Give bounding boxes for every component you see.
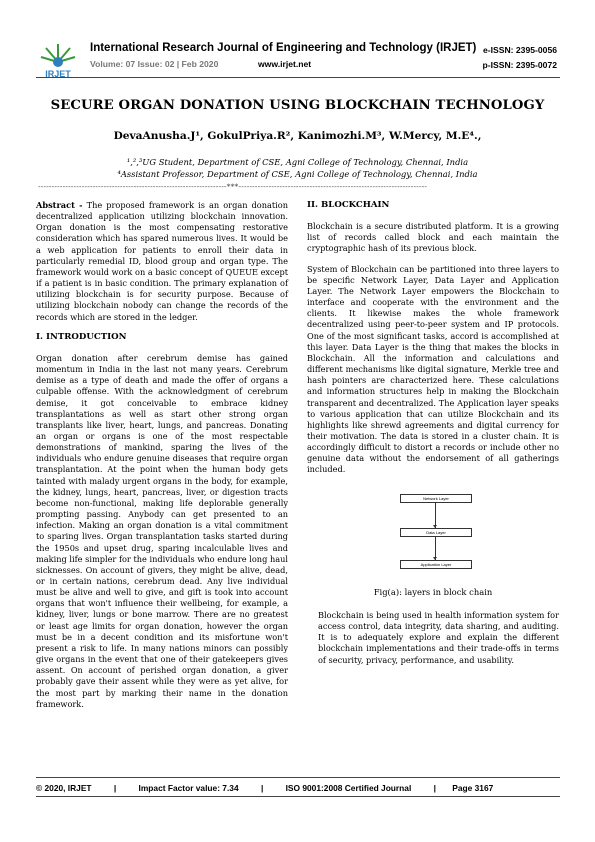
introduction-heading: I. INTRODUCTION bbox=[36, 331, 127, 342]
layers-figure bbox=[400, 494, 472, 570]
page-footer bbox=[36, 783, 560, 793]
e-issn: e-ISSN: 2395-0056 bbox=[482, 45, 557, 55]
footer-rule bbox=[36, 777, 560, 778]
left-column bbox=[36, 200, 288, 719]
paper-title: SECURE ORGAN DONATION USING BLOCKCHAIN TECHNOLOGY bbox=[50, 98, 545, 113]
right-column bbox=[307, 200, 559, 485]
footer-rule-bottom bbox=[36, 796, 560, 797]
blockchain-paragraph-3-wrap bbox=[318, 610, 559, 675]
abstract-label: Abstract - bbox=[36, 200, 83, 210]
blockchain-paragraph-2: System of Blockchain can be partitioned into three layers to be specific Network Layer, Data Layer and Application Layer. The Network Layer empowers the Blockchain to interface and cooperate with the environment and the clients. It likewise makes the whole framework decentralized using peer-to-peer system and IP protocols. One of the most significant tasks, accord is accomplished at this layer. Data Layer is the thing that makes the blocks in Blockchain. All the information and calculations and different mechanisms like digital signature, Merkle tree and hash pointers are characterized here. These calculations and information structures help in making the Blockchain transparent and decentralized. The Application layer speaks to various application that can utilize Blockchain and its highlights like shrewd agreements and digital currency for their motivation. The data is stored in a cluster chain. It is accordingly difficult to distort a records or include other no genuine data without the endorsement of all gatherings included. bbox=[307, 263, 559, 475]
footer-impact-factor: Impact Factor value: 7.34 bbox=[138, 783, 239, 793]
irjet-logo bbox=[36, 40, 80, 80]
figure-box-application-layer: Application Layer bbox=[400, 560, 472, 569]
footer-copyright: © 2020, IRJET bbox=[36, 783, 92, 793]
abstract bbox=[36, 200, 288, 323]
author-list: DevaAnusha.J¹, GokulPriya.R², Kanimozhi.M³, W.Mercy, M.E⁴., bbox=[113, 130, 482, 142]
affiliation-professor: ⁴Assistant Professor, Department of CSE, Agni College of Technology, Chennai, India bbox=[117, 169, 478, 179]
introduction-text: Organ donation after cerebrum demise has gained momentum in India in the last not many years. Cerebrum demise as a type of death and made the offer of organs a culpable offense. With the acknowledgment of cerebrum demise, it got conceivable to embrace kidney transplantations as well as start other strong organ transplants like liver, heart, lungs, and pancreas. Donating an organ or organs is one of the most respectable demonstrations of mankind, sparing the lives of the individuals who endure genuine diseases that require organ transplantation. At the point when the human body gets tainted with malady urgent organs in the body, for example, the kidney, lungs, heart, pancreas, liver, or digestion tracts become non-functional, making life deplorable generally prompting passing. Anybody can get presented to an infection. Making an organ donation is a vital commitment to sparing lives. Organ transplantation tasks started during the 1950s and upset drug, sparing incalculable lives and making life simpler for the individuals who endure long haul sicknesses. On account of givers, they might be alive, dead, or in certain nations, cerebrum dead. Any live individual must be alive and well to give, and gift is took into account organs that won't influence their wellbeing, for example, a kidney, liver, lungs or bone marrow. There are no greatest or least age limits for organ donation, however the organ must be in a decent condition and its misfortune won't present a risk to life. In many nations minors can possibly give organs in the event that one of their gatekeepers gives assent. On account of perished organ donation, a giver probably gave their assent while they were as yet alive, for the most part by marking their name in the donation framework. bbox=[36, 352, 288, 709]
footer-divider: | bbox=[113, 783, 117, 793]
blockchain-paragraph-3: Blockchain is being used in health information system for access control, data integrity, data sharing, and auditing. It is to adequately explore and explain the different blockchain implementations and their trade-offs in terms of security, privacy, performance, and usability. bbox=[318, 610, 559, 665]
footer-divider: | bbox=[433, 783, 436, 793]
footer-iso: ISO 9001:2008 Certified Journal bbox=[285, 783, 412, 793]
journal-name: International Research Journal of Engineering and Technology (IRJET) bbox=[90, 42, 477, 54]
footer-divider: | bbox=[260, 783, 264, 793]
p-issn: p-ISSN: 2395-0072 bbox=[482, 60, 557, 70]
journal-url[interactable]: www.irjet.net bbox=[258, 59, 312, 69]
blockchain-paragraph-1: Blockchain is a secure distributed platform. It is a growing list of records called block and each maintain the cryptographic hash of its previous block. bbox=[307, 221, 559, 254]
section-separator: ---------------------------------------------------------------------***--------------------------------------------------------------------- bbox=[38, 182, 428, 191]
abstract-text: The proposed framework is an organ donation decentralized application utilizing blockchain innovation. Organ donation is the most compensating restorative consideration which has spared numerous lives. It would be a web application for patients to enroll their data in particularly remedial ID, blood group and organ type. The framework would work on a basic concept of QUEUE except if a patient is in basic condition. The primary explanation of utilizing blockchain is for security purpose. Because of utilizing blockchain nobody can change the records of the records which are stored in the ledger. bbox=[36, 200, 288, 322]
affiliation-students: ¹,²,³UG Student, Department of CSE, Agni College of Technology, Chennai, India bbox=[126, 157, 469, 167]
volume-issue: Volume: 07 Issue: 02 | Feb 2020 bbox=[90, 59, 219, 69]
figure-caption: Fig(a): layers in block chain bbox=[373, 587, 493, 597]
blockchain-heading: II. BLOCKCHAIN bbox=[307, 200, 390, 210]
footer-page-number: Page 3167 bbox=[452, 783, 494, 793]
svg-text:IRJET: IRJET bbox=[45, 69, 71, 79]
figure-box-network-layer: Network Layer bbox=[400, 494, 472, 503]
header-rule bbox=[36, 77, 560, 78]
figure-box-data-layer: Data Layer bbox=[400, 528, 472, 537]
